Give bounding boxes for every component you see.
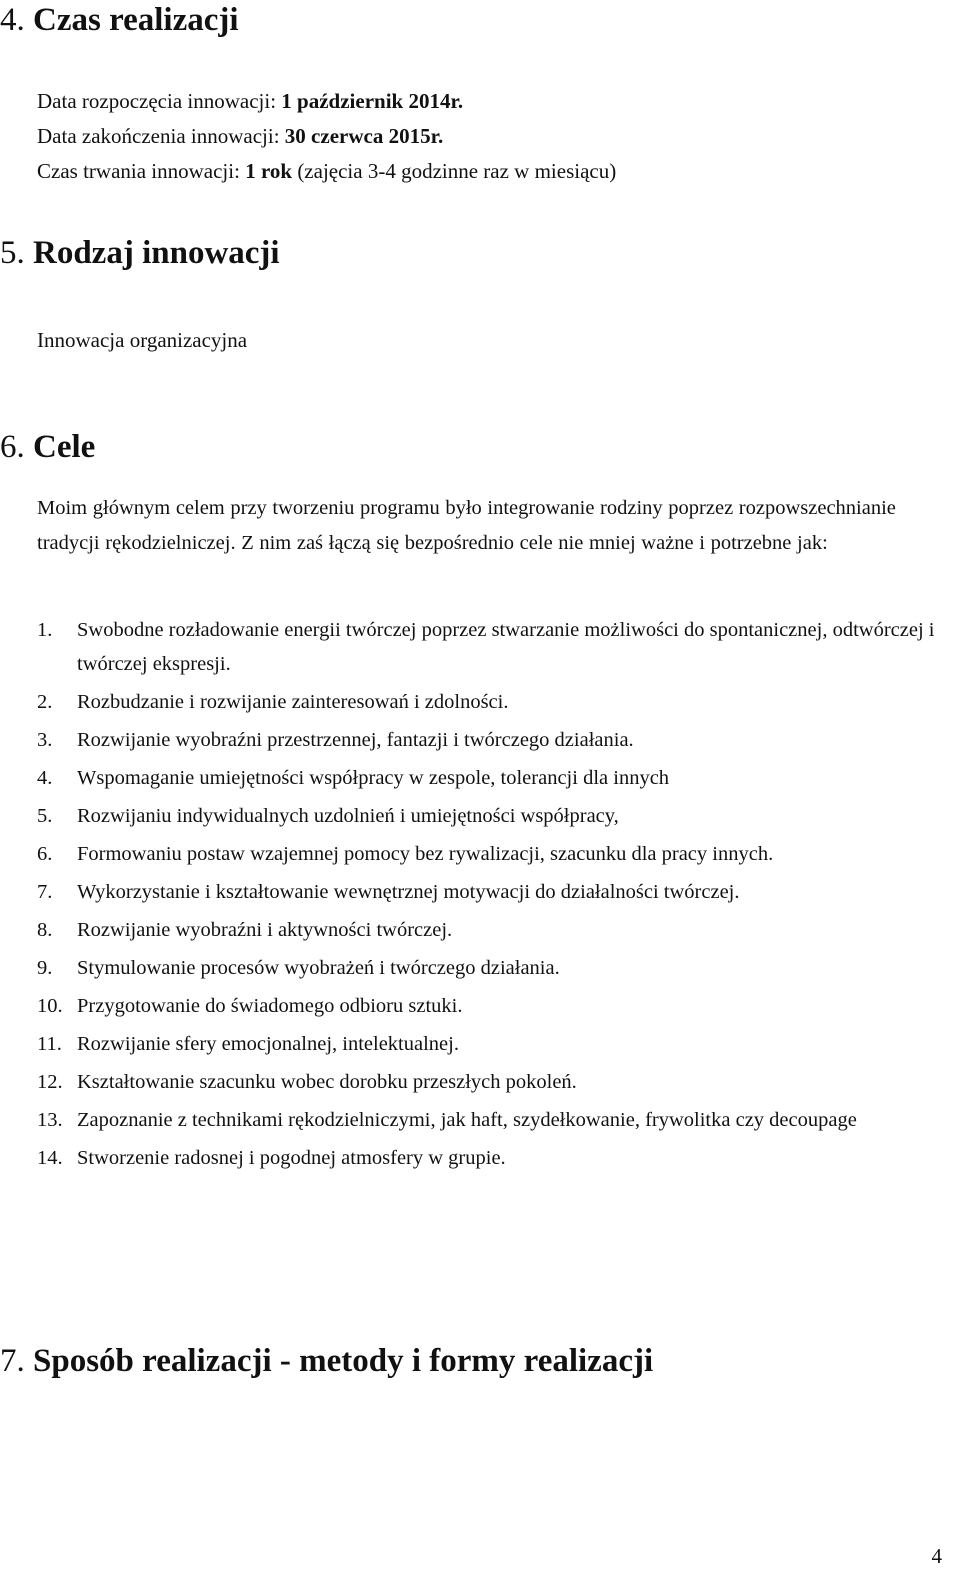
list-item: [37, 761, 957, 795]
goal-number: 6.: [37, 843, 53, 865]
list-item: [37, 1103, 957, 1137]
goal-number: 4.: [37, 767, 53, 789]
list-item: [37, 723, 957, 757]
goal-text: Rozwijanie wyobraźni przestrzennej, fantazji i twórczego działania.: [77, 729, 634, 751]
goal-number: 9.: [37, 957, 53, 979]
list-item: [37, 685, 957, 719]
list-item: [37, 613, 957, 681]
goal-number: 14.: [37, 1147, 63, 1169]
list-item: [37, 1027, 957, 1061]
goal-text: Rozwijaniu indywidualnych uzdolnień i umiejętności współpracy,: [77, 805, 619, 827]
goal-text: Wspomaganie umiejętności współpracy w zespole, tolerancji dla innych: [77, 767, 670, 789]
goal-text: Formowaniu postaw wzajemnej pomocy bez rywalizacji, szacunku dla pracy innych.: [77, 843, 774, 865]
duration-label: Czas trwania innowacji:: [37, 159, 246, 183]
goal-number: 3.: [37, 729, 53, 751]
goal-text: Stymulowanie procesów wyobrażeń i twórczego działania.: [77, 957, 560, 979]
end-date-label: Data zakończenia innowacji:: [37, 124, 285, 148]
end-date-value: 30 czerwca 2015r.: [284, 124, 444, 148]
goal-number: 13.: [37, 1109, 63, 1131]
goal-text: Kształtowanie szacunku wobec dorobku przeszłych pokoleń.: [77, 1071, 577, 1093]
goal-number: 11.: [37, 1033, 62, 1055]
section-5-number: 5.: [0, 235, 25, 271]
list-item: [37, 989, 957, 1023]
section-7-number: 7.: [0, 1343, 25, 1379]
goal-text: Przygotowanie do świadomego odbioru sztuki.: [77, 995, 463, 1017]
list-item: [37, 799, 957, 833]
goal-number: 12.: [37, 1071, 63, 1093]
goal-number: 1.: [37, 619, 53, 641]
goal-text: Stworzenie radosnej i pogodnej atmosfery w grupie.: [77, 1147, 506, 1169]
list-item: [37, 951, 957, 985]
list-item: [37, 837, 957, 871]
section-5-title: Rodzaj innowacji: [33, 235, 280, 271]
list-item: [37, 875, 957, 909]
section-4-title: Czas realizacji: [33, 2, 239, 38]
goal-text: Rozwijanie wyobraźni i aktywności twórczej.: [77, 919, 453, 941]
goal-number: 5.: [37, 805, 53, 827]
duration-line: [37, 156, 616, 186]
goal-number: 7.: [37, 881, 53, 903]
goal-text: Zapoznanie z technikami rękodzielniczymi, jak haft, szydełkowanie, frywolitka czy decoupage: [77, 1109, 857, 1131]
section-6-heading: [0, 427, 95, 467]
start-date-value: 1 październik 2014r.: [281, 89, 464, 113]
goal-number: 10.: [37, 995, 63, 1017]
goals-intro: Moim głównym celem przy tworzeniu programu było integrowanie rodziny poprzez rozpowszechnianie tradycji rękodzielniczej. Z nim zaś łączą się bezpośrednio cele nie mniej ważne i potrzebne jak:: [37, 497, 896, 554]
duration-note: (zajęcia 3-4 godzinne raz w miesiącu): [292, 159, 617, 183]
section-4-heading: [0, 0, 239, 40]
list-item: [37, 913, 957, 947]
goal-number: 8.: [37, 919, 53, 941]
section-7-title: Sposób realizacji - metody i formy realizacji: [33, 1343, 654, 1379]
duration-value: 1 rok: [245, 159, 293, 183]
goal-text: Rozwijanie sfery emocjonalnej, intelektualnej.: [77, 1033, 459, 1055]
section-7-heading: [0, 1341, 653, 1381]
section-6-number: 6.: [0, 429, 25, 465]
start-date-label: Data rozpoczęcia innowacji:: [37, 89, 282, 113]
end-date-line: [37, 121, 443, 151]
goal-text: Swobodne rozładowanie energii twórczej poprzez stwarzanie możliwości do spontanicznej, odtwórczej i twórczej ekspresji.: [77, 619, 935, 675]
goal-text: Wykorzystanie i kształtowanie wewnętrznej motywacji do działalności twórczej.: [77, 881, 740, 903]
goal-text: Rozbudzanie i rozwijanie zainteresowań i zdolności.: [77, 691, 509, 713]
start-date-line: [37, 86, 463, 116]
innovation-type: Innowacja organizacyjna: [37, 328, 248, 352]
list-item: [37, 1065, 957, 1099]
section-6-title: Cele: [33, 429, 96, 465]
section-4-number: 4.: [0, 2, 25, 38]
goals-list: [37, 613, 957, 1179]
page-number: 4: [931, 1544, 942, 1568]
list-item: [37, 1141, 957, 1175]
section-5-heading: [0, 233, 280, 273]
goal-number: 2.: [37, 691, 53, 713]
